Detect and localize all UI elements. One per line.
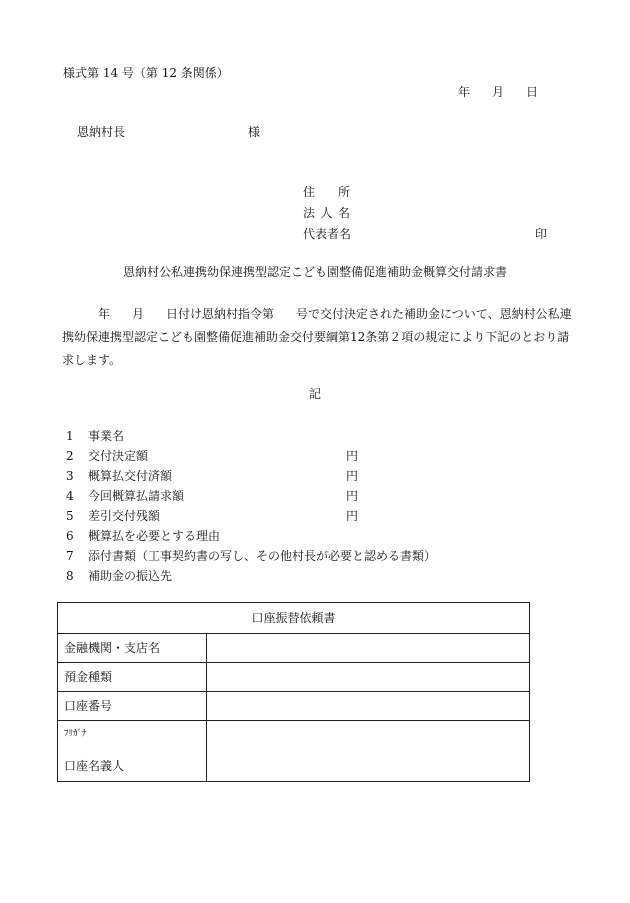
bank-table-title: 口座振替依頼書 [58, 603, 530, 634]
account-type-field[interactable] [207, 663, 530, 692]
list-item: 4 今回概算払請求額 円 [66, 489, 359, 503]
bank-transfer-table [57, 602, 530, 782]
body-rest: 号で交付決定された補助金について、恩納村公私連携幼保連携型認定こども園整備促進補助金交付要綱第12条第２項の規定により下記のとおり請求します。 [62, 307, 572, 367]
date-month: 月 [492, 85, 505, 99]
request-paragraph [62, 303, 572, 372]
list-item: 7 添付書類（工事契約書の写し、その他村長が必要と認める書類） [66, 549, 437, 563]
list-item: 3 概算払交付済額 円 [66, 469, 359, 483]
address-label: 住 所 [303, 185, 350, 199]
account-holder-label-cell [58, 721, 207, 782]
date-line [458, 86, 538, 98]
account-holder-label: 口座名義人 [64, 759, 125, 773]
addressee-honorific: 様 [248, 125, 261, 139]
seal-mark: 印 [535, 227, 548, 241]
account-holder-field[interactable] [207, 721, 530, 782]
account-number-field[interactable] [207, 692, 530, 721]
account-type-label: 預金種類 [58, 663, 207, 692]
form-number: 様式第 14 号（第 12 条関係） [63, 66, 229, 80]
date-year: 年 [458, 85, 471, 99]
list-item: 1 事業名 [66, 429, 125, 443]
document-title: 恩納村公私連携幼保連携型認定こども園整備促進補助金概算交付請求書 [122, 265, 507, 279]
bank-branch-label: 金融機関・支店名 [58, 634, 207, 663]
account-number-label: 口座番号 [58, 692, 207, 721]
body-day-text: 日付け恩納村指令第 [166, 307, 275, 321]
item-list [66, 426, 436, 586]
list-item: 2 交付決定額 円 [66, 449, 359, 463]
furigana-label: ﾌﾘｶﾞﾅ [64, 729, 87, 739]
addressee-name: 恩納村長 [77, 125, 126, 139]
representative-label: 代表者名 [303, 227, 352, 241]
list-item: 8 補助金の振込先 [66, 569, 173, 583]
list-item: 6 概算払を必要とする理由 [66, 529, 221, 543]
ki-heading: 記 [308, 387, 321, 401]
corporation-name-label: 法 人 名 [303, 206, 350, 220]
body-year: 年 [98, 307, 111, 321]
date-day: 日 [526, 85, 539, 99]
body-month: 月 [132, 307, 145, 321]
bank-branch-field[interactable] [207, 634, 530, 663]
list-item: 5 差引交付残額 円 [66, 509, 359, 523]
